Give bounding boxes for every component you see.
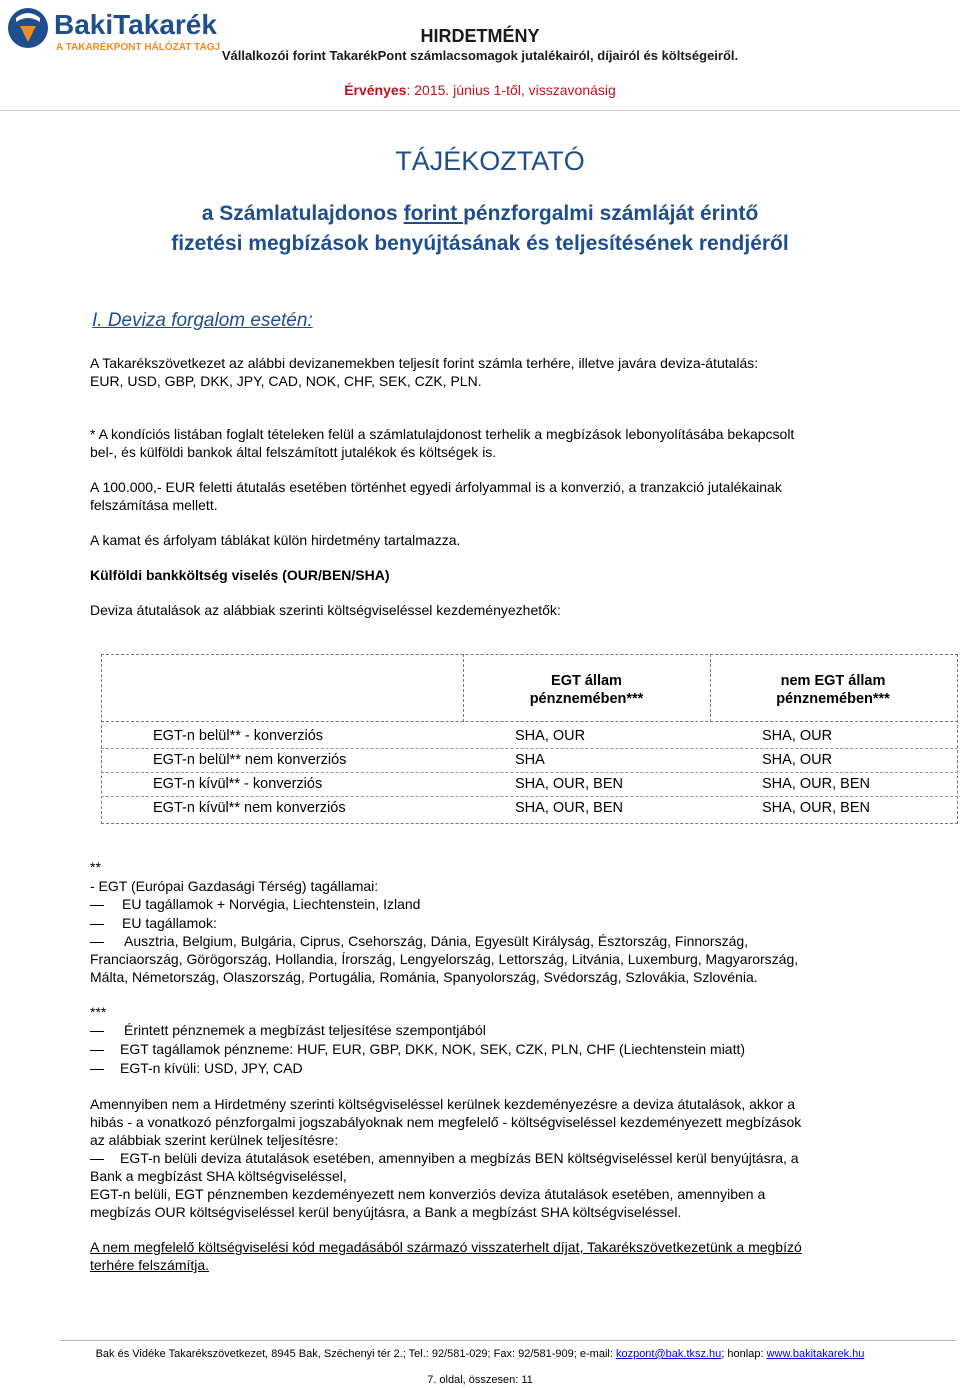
header-title: HIRDETMÉNY [420, 26, 540, 46]
dash-bullet [90, 905, 104, 906]
table-cell: SHA, OUR, BEN [762, 776, 870, 792]
note-currency-line-2 [90, 1040, 880, 1058]
table-header-nem-egt: nem EGT állam pénznemében*** [776, 673, 890, 707]
svg-text:A TAKARÉKPONT HÁLÓZAT TAGJA: A TAKARÉKPONT HÁLÓZAT TAGJA [56, 42, 221, 53]
table-row-divider [101, 796, 958, 797]
note-marker-triple: *** [90, 1004, 107, 1020]
note-currency-line-3 [90, 1059, 880, 1077]
dash-bullet [90, 1050, 104, 1051]
footer-mid: ; honlap: [721, 1348, 767, 1360]
footer-text: Bak és Vidéke Takarékszövetkezet, 8945 Bak, Széchenyi tér 2.; Tel.: 92/581-029; Fax: 92/581-909; e-mail: [95, 1348, 616, 1360]
dash-bullet [90, 1069, 104, 1070]
table-cell: SHA, OUR, BEN [515, 800, 623, 816]
footer-email-link[interactable]: kozpont@bak.tksz.hu [615, 1348, 722, 1360]
title-line-1-pre: a Számlatulajdonos [201, 202, 404, 225]
table-row-label: EGT-n belül** nem konverziós [153, 752, 347, 768]
closing-underlined-2: terhére felszámítja. [90, 1257, 210, 1273]
table-row-label: EGT-n kívül** - konverziós [153, 776, 323, 792]
note-eu-countries-2: Franciaország, Görögország, Hollandia, Írország, Lengyelország, Lettország, Litvánia, Luxemburg, Magyarország, [90, 951, 799, 967]
table-header-egt: EGT állam pénznemében*** [529, 673, 644, 707]
valid-label: Érvényes [344, 82, 407, 98]
closing-line-2: hibás - a vonatkozó pénzforgalmi jogszabályoknak nem megfelelő - költségviseléssel kezdeményezett megbízások [90, 1114, 802, 1130]
table-row-divider [101, 772, 958, 773]
dash-bullet [90, 1159, 104, 1160]
closing-line-5: Bank a megbízást SHA költségviseléssel, [90, 1168, 347, 1184]
note-egt-members: EU tagállamok + Norvégia, Liechtenstein, Izland [122, 896, 421, 912]
title-line-1-underlined: forint [403, 202, 464, 225]
note-egt-heading: - EGT (Európai Gazdasági Térség) tagállamai: [90, 878, 379, 894]
table-cell: SHA, OUR [515, 728, 586, 744]
table-header-divider [101, 721, 958, 722]
dash-bullet [90, 1031, 104, 1032]
note-eu-list-line [90, 932, 900, 950]
paragraph-4: A kamat és árfolyam táblákat külön hirdetmény tartalmazza. [90, 532, 461, 548]
title-line-1-post: pénzforgalmi számláját érintő [463, 202, 759, 225]
note-eu-countries-3: Málta, Németország, Olaszország, Portugália, Románia, Spanyolország, Svédország, Szlovákia, Szlovénia. [90, 969, 758, 985]
header-divider [0, 110, 960, 111]
page-number: 7. oldal, összesen: 11 [427, 1374, 533, 1386]
note-eu-line [90, 914, 880, 932]
note-currency-non-egt: EGT-n kívüli: USD, JPY, CAD [120, 1060, 303, 1076]
dash-bullet [90, 942, 104, 943]
closing-line-4 [90, 1149, 890, 1167]
note-eu-countries-1: Ausztria, Belgium, Bulgária, Ciprus, Csehország, Dánia, Egyesült Királyság, Észtország, Finnország, [124, 933, 749, 949]
valid-text: : 2015. június 1-től, visszavonásig [406, 82, 616, 98]
section-heading: I. Deviza forgalom esetén: [92, 310, 313, 331]
closing-ben-rule: EGT-n belüli deviza átutalások esetében, amennyiben a megbízás BEN költségviseléssel kerül benyújtásra, a [120, 1150, 799, 1166]
document-title: TÁJÉKOZTATÓ [395, 146, 585, 176]
closing-underlined-1: A nem megfelelő költségviselési kód megadásából származó visszaterhelt díjat, Takarékszövetkezetünk a megbízó [90, 1239, 802, 1255]
paragraph-1-line-1: A Takarékszövetkezet az alábbi devizanemekben teljesít forint számla terhére, illetve javára deviza-átutalás: [90, 355, 759, 371]
title-line-2: fizetési megbízások benyújtásának és teljesítésének rendjéről [171, 232, 789, 255]
paragraph-2-line-1: * A kondíciós listában foglalt tételeken felül a számlatulajdonost terhelik a megbízások lebonyolításába bekapcsolt [90, 426, 795, 442]
paragraph-5: Külföldi bankköltség viselés (OUR/BEN/SHA) [90, 567, 390, 583]
note-currency-egt: EGT tagállamok pénzneme: HUF, EUR, GBP, DKK, NOK, SEK, CZK, PLN, CHF (Liechtenstein miatt) [120, 1041, 746, 1057]
footer-contact [0, 1348, 960, 1360]
table-cell: SHA, OUR [762, 728, 833, 744]
table-cell: SHA [515, 752, 545, 768]
table-cell: SHA, OUR, BEN [515, 776, 623, 792]
table-row-divider [101, 748, 958, 749]
table-row-label: EGT-n belül** - konverziós [153, 728, 324, 744]
paragraph-3-line-1: A 100.000,- EUR feletti átutalás esetében történhet egyedi árfolyammal is a konverzió, a tranzakció jutalékainak [90, 479, 782, 495]
closing-line-6: EGT-n belüli, EGT pénznemben kezdeményezett nem konverziós deviza átutalások esetében, amennyiben a [90, 1186, 766, 1202]
closing-line-1: Amennyiben nem a Hirdetmény szerinti költségviseléssel kerülnek kezdeményezésre a deviza átutalások, akkor a [90, 1096, 796, 1112]
paragraph-2-line-2: bel-, és külföldi bankok által felszámított jutalékok és költségek is. [90, 444, 497, 460]
dash-bullet [90, 924, 104, 925]
note-marker-double: ** [90, 859, 101, 875]
paragraph-1-line-2: EUR, USD, GBP, DKK, JPY, CAD, NOK, CHF, SEK, CZK, PLN. [90, 373, 482, 389]
table-row-label: EGT-n kívül** nem konverziós [153, 800, 346, 816]
table-cell: SHA, OUR, BEN [762, 800, 870, 816]
footer-divider [60, 1340, 956, 1341]
note-egt-line [90, 895, 880, 913]
title-line-1 [0, 202, 960, 226]
note-currency-line-1 [90, 1021, 880, 1039]
header-subtitle: Vállalkozói forint TakarékPont számlacsomagok jutalékairól, díjairól és költségeiről. [221, 48, 739, 63]
note-eu-heading: EU tagállamok: [122, 915, 217, 931]
paragraph-3-line-2: felszámítása mellett. [90, 497, 218, 513]
svg-text:BakiTakarék: BakiTakarék [54, 9, 217, 40]
validity-line [0, 82, 960, 98]
table-cell: SHA, OUR [762, 752, 833, 768]
closing-line-3: az alábbiak szerint kerülnek teljesítésre: [90, 1132, 339, 1148]
footer-web-link[interactable]: www.bakitakarek.hu [766, 1348, 865, 1360]
closing-line-7: megbízás OUR költségviseléssel kerül benyújtásra, a Bank a megbízást SHA költségviseléssel. [90, 1204, 682, 1220]
paragraph-6: Deviza átutalások az alábbiak szerinti költségviseléssel kezdeményezhetők: [90, 602, 561, 618]
note-currency-heading: Érintett pénznemek a megbízást teljesítése szempontjából [124, 1022, 486, 1038]
